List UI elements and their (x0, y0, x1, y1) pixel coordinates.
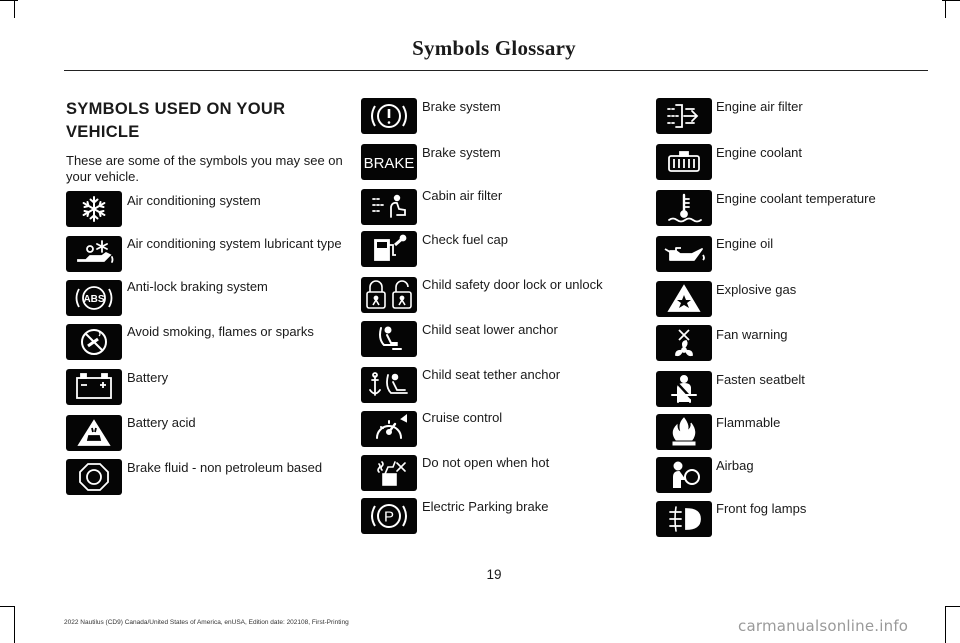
cruise-control-icon (361, 411, 417, 447)
symbol-label: Brake system (422, 99, 501, 114)
symbol-label: Cruise control (422, 410, 503, 425)
symbol-label: Child seat tether anchor (422, 367, 561, 382)
edition-footer: 2022 Nautilus (CD9) Canada/United States of America, enUSA, Edition date: 202108, First-Printing (64, 619, 349, 626)
symbol-label: Fasten seatbelt (716, 372, 805, 387)
crop-mark (14, 0, 15, 18)
symbol-label: Child safety door lock or unlock (422, 277, 603, 292)
page-title: Symbols Glossary (412, 36, 576, 60)
svg-text:ABS: ABS (83, 294, 105, 305)
symbol-label: Cabin air filter (422, 188, 503, 203)
child-lock-icon (361, 277, 417, 313)
child-seat-anchor-icon (361, 321, 417, 357)
symbol-label: Engine oil (716, 236, 774, 251)
svg-text:BRAKE: BRAKE (363, 155, 415, 172)
brake-warning-icon (361, 98, 417, 134)
crop-mark (0, 606, 14, 607)
symbol-label: Electric Parking brake (422, 499, 549, 514)
symbol-label: Child seat lower anchor (422, 322, 558, 337)
seatbelt-icon (656, 371, 712, 407)
snowflake-icon (66, 191, 122, 227)
cabin-filter-icon (361, 189, 417, 225)
symbol-label: Front fog lamps (716, 501, 807, 516)
engine-air-filter-icon (656, 98, 712, 134)
symbol-label: Engine coolant temperature (716, 191, 876, 206)
brake-fluid-icon (66, 459, 122, 495)
crop-mark (14, 606, 15, 643)
symbol-label: Do not open when hot (422, 455, 550, 470)
crop-mark (946, 606, 960, 607)
svg-text:P: P (383, 508, 395, 526)
symbol-label: Battery (127, 370, 169, 385)
section-intro: These are some of the symbols you may see on your vehicle. (66, 153, 343, 184)
watermark: carmanualsonline.info (738, 617, 909, 635)
hot-cap-icon (361, 455, 417, 491)
ac-lubricant-icon (66, 236, 122, 272)
engine-coolant-icon (656, 144, 712, 180)
header-rule (64, 70, 928, 71)
brake-text-icon (361, 144, 417, 180)
symbol-label: Anti-lock braking system (127, 279, 268, 294)
fan-warning-icon (656, 325, 712, 361)
parking-brake-icon (361, 498, 417, 534)
symbol-label: Airbag (716, 458, 754, 473)
crop-mark (0, 0, 18, 1)
coolant-temperature-icon (656, 190, 712, 226)
child-seat-tether-icon (361, 367, 417, 403)
fog-lamp-icon (656, 501, 712, 537)
symbol-label: Brake fluid - non petroleum based (127, 460, 323, 475)
abs-icon (66, 280, 122, 316)
symbol-label: Engine air filter (716, 99, 803, 114)
symbol-label: Check fuel cap (422, 232, 508, 247)
symbol-label: Engine coolant (716, 145, 803, 160)
crop-mark (945, 0, 946, 18)
crop-mark (945, 606, 946, 643)
oil-can-icon (656, 236, 712, 272)
symbol-label: Fan warning (716, 327, 788, 342)
symbol-label: Battery acid (127, 415, 196, 430)
flame-icon (656, 414, 712, 450)
airbag-icon (656, 457, 712, 493)
battery-icon (66, 369, 122, 405)
symbol-label: Air conditioning system (127, 193, 261, 208)
symbol-label: Flammable (716, 415, 781, 430)
battery-acid-icon (66, 415, 122, 451)
symbol-label: Avoid smoking, flames or sparks (127, 324, 314, 339)
page-number: 19 (486, 567, 502, 582)
section-heading: SYMBOLS USED ON YOUR VEHICLE (66, 100, 286, 141)
symbol-label: Explosive gas (716, 282, 797, 297)
fuel-cap-icon (361, 231, 417, 267)
explosive-gas-icon (656, 281, 712, 317)
symbol-label: Air conditioning system lubricant type (127, 236, 342, 251)
no-smoking-icon (66, 324, 122, 360)
symbol-label: Brake system (422, 145, 501, 160)
